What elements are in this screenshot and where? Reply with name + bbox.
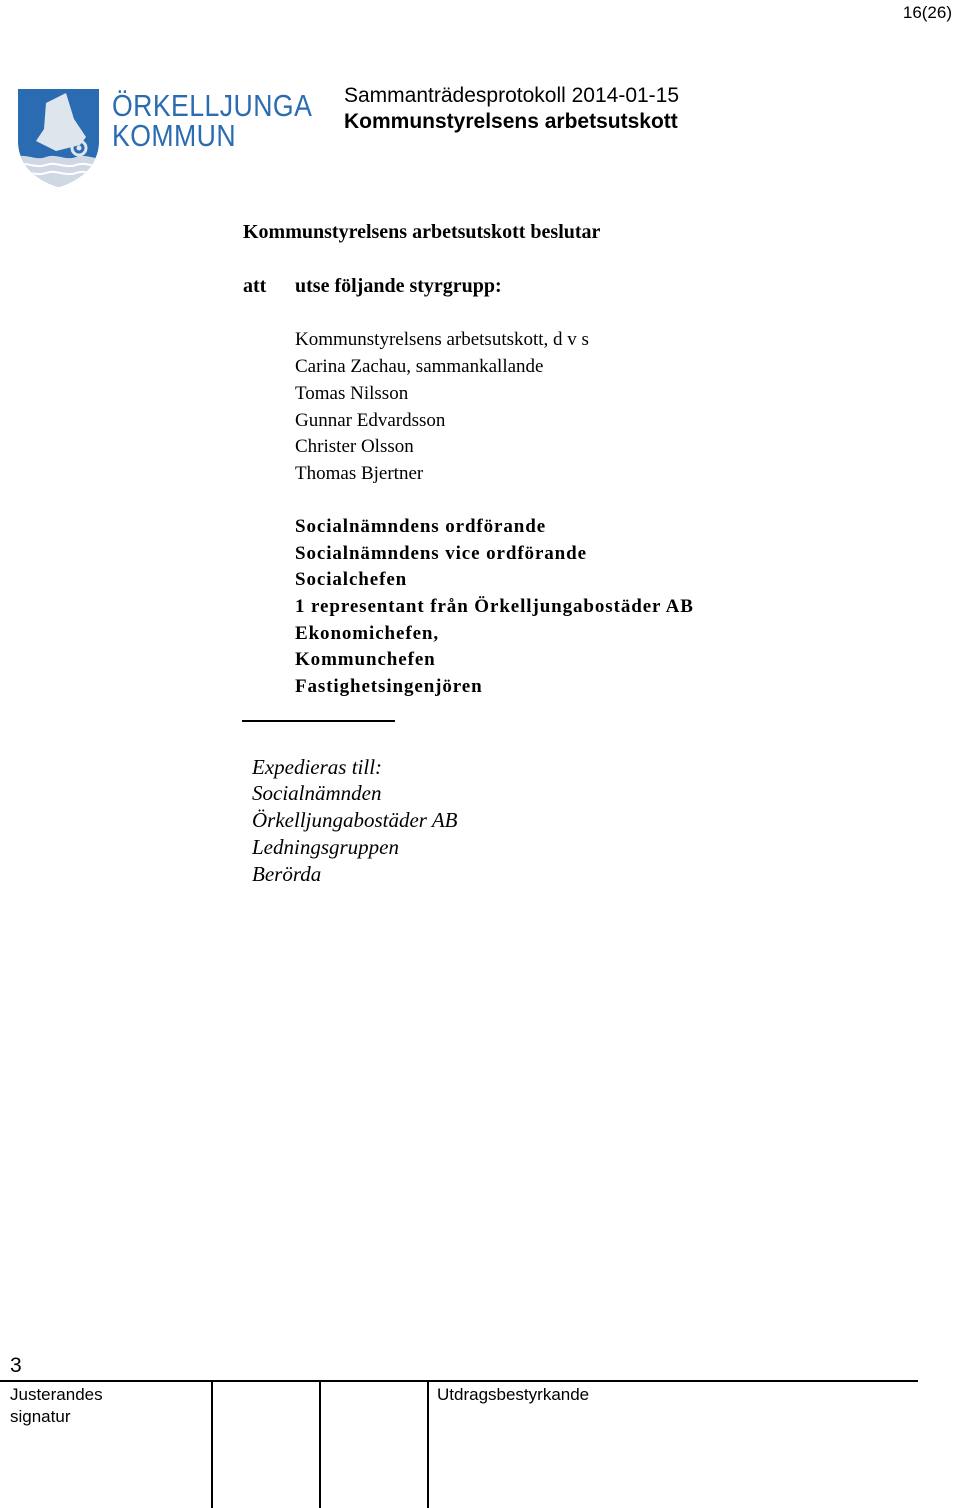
member-item: Christer Olsson [295,436,414,457]
group-item: Socialnämndens vice ordförande [295,543,587,564]
footer-rule [0,1380,918,1382]
member-item: Kommunstyrelsens arbetsutskott, d v s [295,329,589,350]
distribution-item: Ledningsgruppen [252,835,399,859]
footer-justerandes-label: Justerandes [10,1385,103,1404]
member-item: Carina Zachau, sammankallande [295,356,544,377]
footer-number: 3 [10,1354,22,1377]
distribution-title: Expedieras till: [252,755,383,779]
footer-signatur-label: signatur [10,1407,71,1426]
group-item: Kommunchefen [295,649,436,670]
att-label: att [243,275,267,297]
signature-box-divider [427,1382,429,1508]
committee-name: Kommunstyrelsens arbetsutskott [344,110,678,133]
page-number: 16(26) [902,3,952,22]
distribution-item: Berörda [252,862,322,886]
footer-utdrag-label: Utdragsbestyrkande [437,1385,590,1404]
group-item: Ekonomichefen, [295,623,440,644]
coat-of-arms-icon [16,85,101,189]
section-divider [242,720,395,722]
signature-box-divider [211,1382,213,1508]
member-item: Gunnar Edvardsson [295,410,446,431]
att-text: utse följande styrgrupp: [295,275,502,297]
signature-box-divider [319,1382,321,1508]
group-item: Socialnämndens ordförande [295,516,547,537]
distribution-item: Örkelljungabostäder AB [252,808,458,832]
logo-text-line1: ÖRKELLJUNGA [112,88,313,123]
group-item: Socialchefen [295,569,408,590]
distribution-item: Socialnämnden [252,781,382,805]
group-item: 1 representant från Örkelljungabostäder AB [295,596,694,617]
member-item: Thomas Bjertner [295,463,424,484]
decision-heading: Kommunstyrelsens arbetsutskott beslutar [243,221,601,243]
member-item: Tomas Nilsson [295,383,409,404]
group-item: Fastighetsingenjören [295,676,483,697]
logo-text-line2: KOMMUN [112,118,237,153]
protocol-title: Sammanträdesprotokoll 2014-01-15 [344,84,680,107]
